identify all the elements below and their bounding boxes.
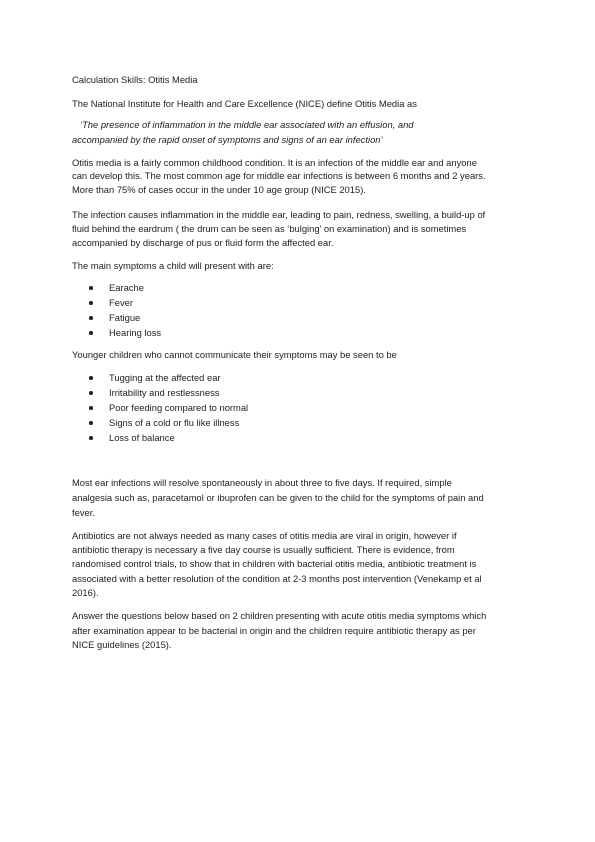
bullet-icon [89, 316, 93, 320]
nice-quote-line-1: ‘The presence of inflammation in the middle ear associated with an effusion, and [80, 119, 414, 130]
symptoms-intro: The main symptoms a child will present with are: [72, 260, 274, 271]
younger-symptom-label: Loss of balance [109, 432, 175, 443]
paragraph-2-line-3: accompanied by discharge of pus or fluid form the affected ear. [72, 237, 334, 248]
younger-symptom-label: Signs of a cold or flu like illness [109, 417, 240, 428]
bullet-icon [89, 376, 93, 380]
bullet-icon [89, 301, 93, 305]
paragraph-1-line-1: Otitis media is a fairly common childhood condition. It is an infection of the middle ear and anyone [72, 157, 477, 168]
paragraph-5-line-1: Answer the questions below based on 2 children presenting with acute otitis media symptoms which [72, 610, 487, 621]
bullet-icon [89, 391, 93, 395]
younger-symptom-label: Poor feeding compared to normal [109, 402, 249, 413]
intro-text: The National Institute for Health and Care Excellence (NICE) define Otitis Media as [72, 98, 417, 109]
symptom-label: Fatigue [109, 312, 141, 323]
paragraph-4-line-2: antibiotic therapy is necessary a five day course is usually sufficient. There is evidence, from [72, 544, 455, 555]
paragraph-3-line-2: analgesia such as, paracetamol or ibuprofen can be given to the child for the symptoms of pain and [72, 492, 484, 503]
paragraph-3-line-3: fever. [72, 507, 95, 518]
bullet-icon [89, 286, 93, 290]
bullet-icon [89, 331, 93, 335]
paragraph-4-line-4: associated with a better resolution of the condition at 2-3 months post intervention (Venekamp et al [72, 573, 482, 584]
symptom-label: Earache [109, 282, 144, 293]
bullet-icon [89, 436, 93, 440]
paragraph-1-line-2: can develop this. The most common age for middle ear infections is between 6 months and 2 years. [72, 170, 486, 181]
paragraph-3-line-1: Most ear infections will resolve spontaneously in about three to five days. If required, simple [72, 477, 452, 488]
paragraph-5-line-2: after examination appear to be bacterial in origin and the children require antibiotic therapy as per [72, 625, 476, 636]
younger-symptom-label: Irritability and restlessness [109, 387, 220, 398]
paragraph-4-line-3: randomised control trials, to show that in children with bacterial otitis media, antibiotic treatment is [72, 558, 477, 569]
symptom-label: Fever [109, 297, 133, 308]
paragraph-4-line-5: 2016). [72, 587, 99, 598]
paragraph-2-line-2: fluid behind the eardrum ( the drum can be seen as ‘bulging’ on examination) and is sometimes [72, 223, 467, 234]
document-title: Calculation Skills: Otitis Media [72, 74, 198, 85]
paragraph-1-line-3: More than 75% of cases occur in the under 10 age group (NICE 2015). [72, 184, 366, 195]
paragraph-2-line-1: The infection causes inflammation in the middle ear, leading to pain, redness, swelling, a build-up of [72, 209, 486, 220]
paragraph-5-line-3: NICE guidelines (2015). [72, 639, 172, 650]
bullet-icon [89, 421, 93, 425]
paragraph-4-line-1: Antibiotics are not always needed as many cases of otitis media are viral in origin, however if [72, 530, 457, 541]
symptom-label: Hearing loss [109, 327, 162, 338]
younger-symptom-label: Tugging at the affected ear [109, 372, 221, 383]
younger-children-intro: Younger children who cannot communicate their symptoms may be seen to be [72, 349, 397, 360]
bullet-icon [89, 406, 93, 410]
nice-quote-line-2: accompanied by the rapid onset of symptoms and signs of an ear infection’ [72, 134, 383, 145]
